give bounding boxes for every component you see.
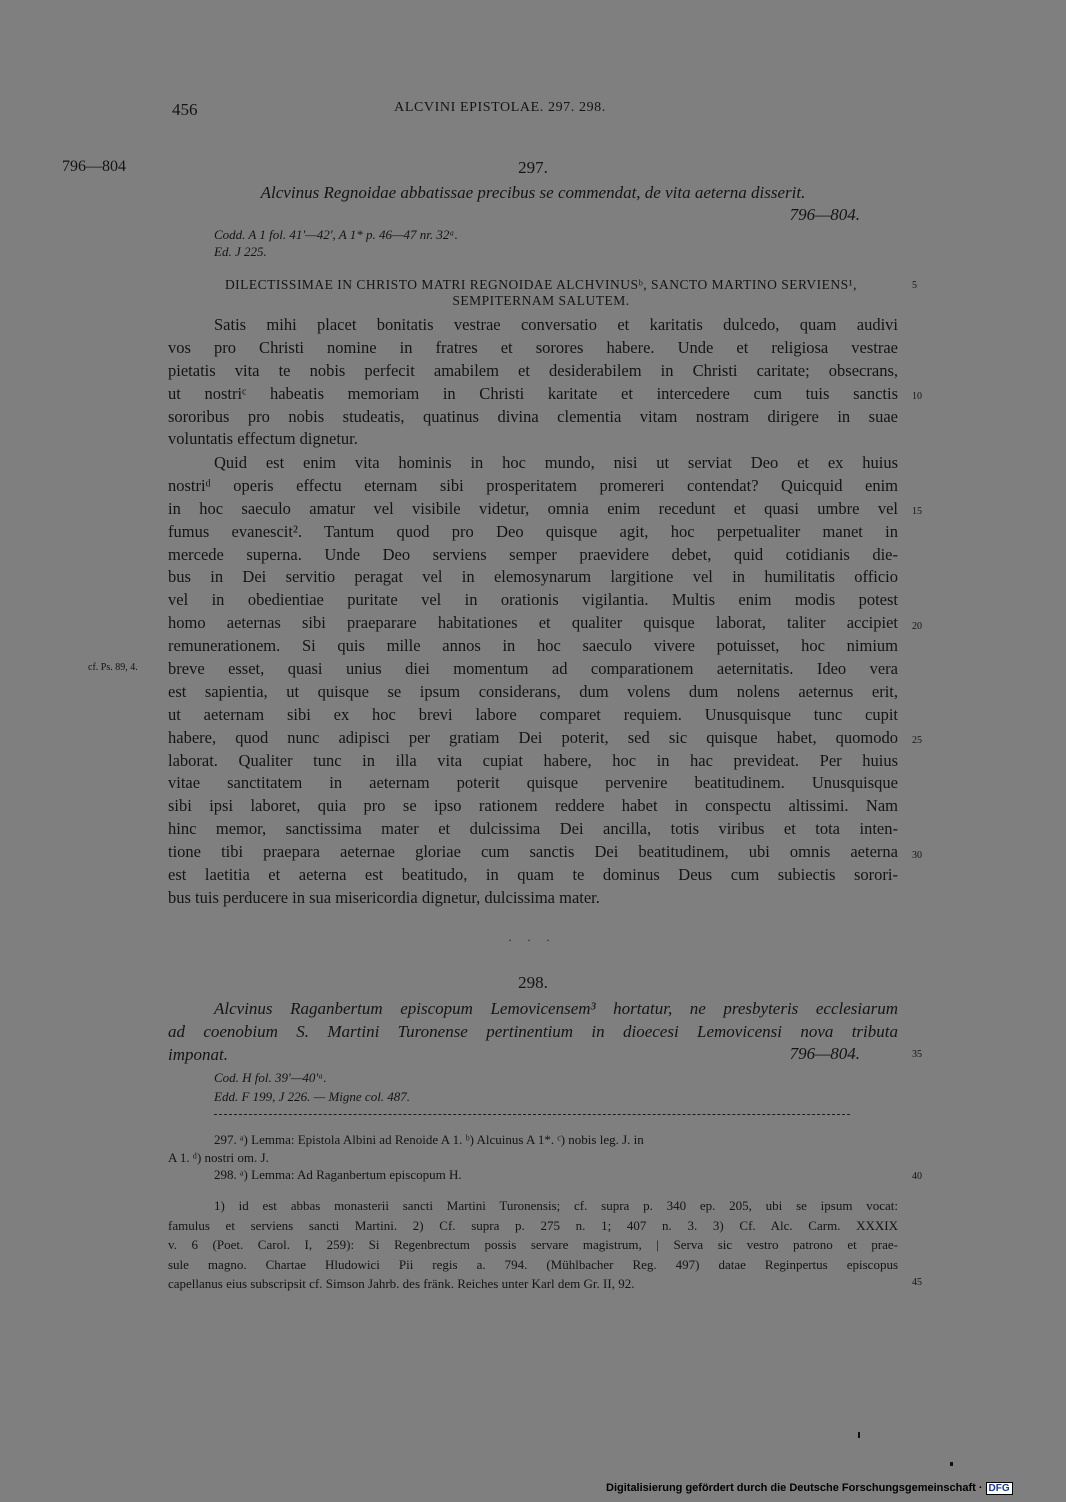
apparatus-line: A 1. ᵈ) nostri om. J. [168,1149,269,1165]
apparatus-line: 297. ᵃ) Lemma: Epistola Albini ad Renoide A 1. ᵇ) Alcuinus A 1*. ᶜ) nobis leg. J. in [214,1132,644,1147]
scan-speck [950,1462,953,1466]
margin-reference: cf. Ps. 89, 4. [88,662,138,673]
line-number: 20 [912,621,922,632]
text-line: breve esset, quasi unius diei momentum ad comparationem aeternitatis. Ideo vera [168,659,898,679]
ep297-date-right: 796—804. [789,205,860,224]
footnote-line: famulus et serviens sancti Martini. 2) Cf. supra p. 275 n. 1; 407 n. 3. 3) Cf. Alc. Carm. XXXIX [168,1217,898,1233]
footnote-line: capellanus eius subscripsit cf. Simson Jahrb. des fränk. Reiches unter Karl dem Gr. II, 92. [168,1276,635,1291]
text-line: vos pro Christi nomine in fratres et sorores habere. Unde et religiosa vestrae [168,337,898,357]
ep297-salutation-line-1: DILECTISSIMAE IN CHRISTO MATRI REGNOIDAE ALCHVINUSᵇ, SANCTO MARTINO SERVIENS¹, [224,277,858,292]
footnote-line: v. 6 (Poet. Carol. I, 259): Si Regenbrectum possis servare magistrum, | Serva sic vestro patrono et prae- [168,1237,898,1252]
footnotes [168,1196,898,1294]
text-line: homo aeternas sibi praeparare habitationes et qualiter quisque laborat, taliter accipiet [168,613,898,633]
text-line: mercede superna. Unde Deo serviens semper praevidere debet, quid cotidianis die- [168,544,898,564]
critical-apparatus [168,1131,898,1184]
text-line: vitae sanctitatem in aeternam poterit quisque pervenire beatitudinem. Unusquisque [168,773,898,793]
line-number: 25 [912,735,922,746]
footnote-line: sule magno. Chartae Hludowici Pii regis a. 794. (Mühlbacher Reg. 497) datae Reginpertus episcopus [168,1256,898,1272]
section-separator: · · · [508,933,556,947]
text-line: est laetitia et aeterna est beatitudo, in quam te dominus Deus cum subiectis sorori- [168,865,898,885]
ep297-paragraph-2 [168,452,898,910]
footnote-line: 1) id est abbas monasterii sancti Martini Turonensis; cf. supra p. 340 ep. 205, ubi se ipsum vocat: [214,1198,898,1213]
ep297-ed: Ed. J 225. [214,244,267,259]
text-line: remunerationem. Si quis mille annos in hoc saeculo vivere potuisset, hoc nimium [168,636,898,656]
ep297-codd: Codd. A 1 fol. 41'—42', A 1* p. 46—47 nr. 32ᵃ. [214,227,458,242]
text-line: ut aeternam sibi ex hoc brevi labore comparet requiem. Unusquisque tunc cupit [168,704,898,724]
line-number: 40 [912,1171,922,1182]
text-line: Alcvinus Raganbertum episcopum Lemovicensem³ hortatur, ne presbyteris ecclesiarum [214,999,898,1018]
digitization-credit [606,1482,1013,1495]
text-line: ut nostriᶜ habeatis memoriam in Christi karitate et intercedere cum tuis sanctis [168,383,898,403]
ep297-paragraph-1 [168,314,898,451]
text-line: sororibus pro nobis studeatis, quatinus divina clementia vitam nostram dirigere in suae [168,406,898,426]
text-line: vel in obedientiae puritate vel in orationis vigilantia. Multis enim modis potest [168,590,898,610]
text-line: bus in Dei servitio peragat vel in elemosynarum largitione vel in humilitatis officio [168,567,898,587]
text-line: fumus evanescit². Tantum quod pro Deo quisque agit, hoc perpetualiter manet in [168,521,898,541]
line-number: 15 [912,506,922,517]
line-number: 5 [912,280,917,291]
text-line: laborat. Qualiter tunc in illa vita cupiat habere, hoc in hac prevideat. Per huius [168,750,898,770]
footnote-rule [214,1114,850,1115]
text-line: ad coenobium S. Martini Turonense pertinentium in dioecesi Lemovicensi nova tributa [168,1021,898,1041]
ep297-summary: Alcvinus Regnoidae abbatissae precibus se commendat, de vita aeterna disserit. [260,183,806,202]
text-line: nostriᵈ operis effectu eternam sibi prosperitatem promereri contendat? Quicquid enim [168,475,898,495]
page-number: 456 [172,100,198,119]
ep298-cod: Cod. H fol. 39'—40'ᵃ. [214,1070,327,1085]
ep297-number: 297. [518,158,548,177]
text-line: voluntatis effectum dignetur. [168,429,358,449]
text-line: est sapientia, ut quisque se ipsum considerans, dum volens dum nolens aeternus erit, [168,681,898,701]
ep298-date-right: 796—804. [789,1044,860,1063]
line-number: 10 [912,391,922,402]
running-title: ALCVINI EPISTOLAE. 297. 298. [394,100,606,115]
line-number: 45 [912,1277,922,1288]
credit-text: Digitalisierung gefördert durch die Deutsche Forschungsgemeinschaft · [606,1482,983,1494]
text-line: tione tibi praepara aeternae gloriae cum sanctis Dei beatitudinem, ubi omnis aeterna [168,842,898,862]
scan-speck [858,1432,860,1438]
text-line: bus tuis perducere in sua misericordia dignetur, dulcissima mater. [168,887,600,907]
text-line: imponat. [168,1044,228,1064]
ep297-date-margin: 796—804 [62,158,126,175]
ep298-number: 298. [518,973,548,992]
text-line: hinc memor, sanctissima mater et dulcissima Dei ancilla, totis viribus et tota inten- [168,819,898,839]
dfg-logo: DFG [986,1482,1013,1495]
ep298-edd: Edd. F 199, J 226. — Migne col. 487. [214,1089,411,1104]
ep297-salutation-line-2: SEMPITERNAM SALUTEM. [452,293,630,308]
text-line: habere, quod nunc adipisci per gratiam Dei poterit, sed sic quisque habet, quomodo [168,727,898,747]
line-number: 35 [912,1049,922,1060]
text-line: Satis mihi placet bonitatis vestrae conversatio et karitatis dulcedo, quam audivi [214,315,898,334]
text-line: Quid est enim vita hominis in hoc mundo, nisi ut serviat Deo et ex huius [214,453,898,472]
apparatus-line: 298. ᵃ) Lemma: Ad Raganbertum episcopum H. [214,1167,462,1182]
line-number: 30 [912,850,922,861]
text-line: pietatis vita te nobis perfecit amabilem et desiderabilem in Christi caritate; obsecrans, [168,360,898,380]
text-line: in hoc saeculo amatur vel visibile videtur, omnia enim recedunt et quasi umbre vel [168,498,898,518]
text-line: sibi ipsi laboret, quia pro se ipso rationem reddere habet in conspectu altissimi. Nam [168,796,898,816]
